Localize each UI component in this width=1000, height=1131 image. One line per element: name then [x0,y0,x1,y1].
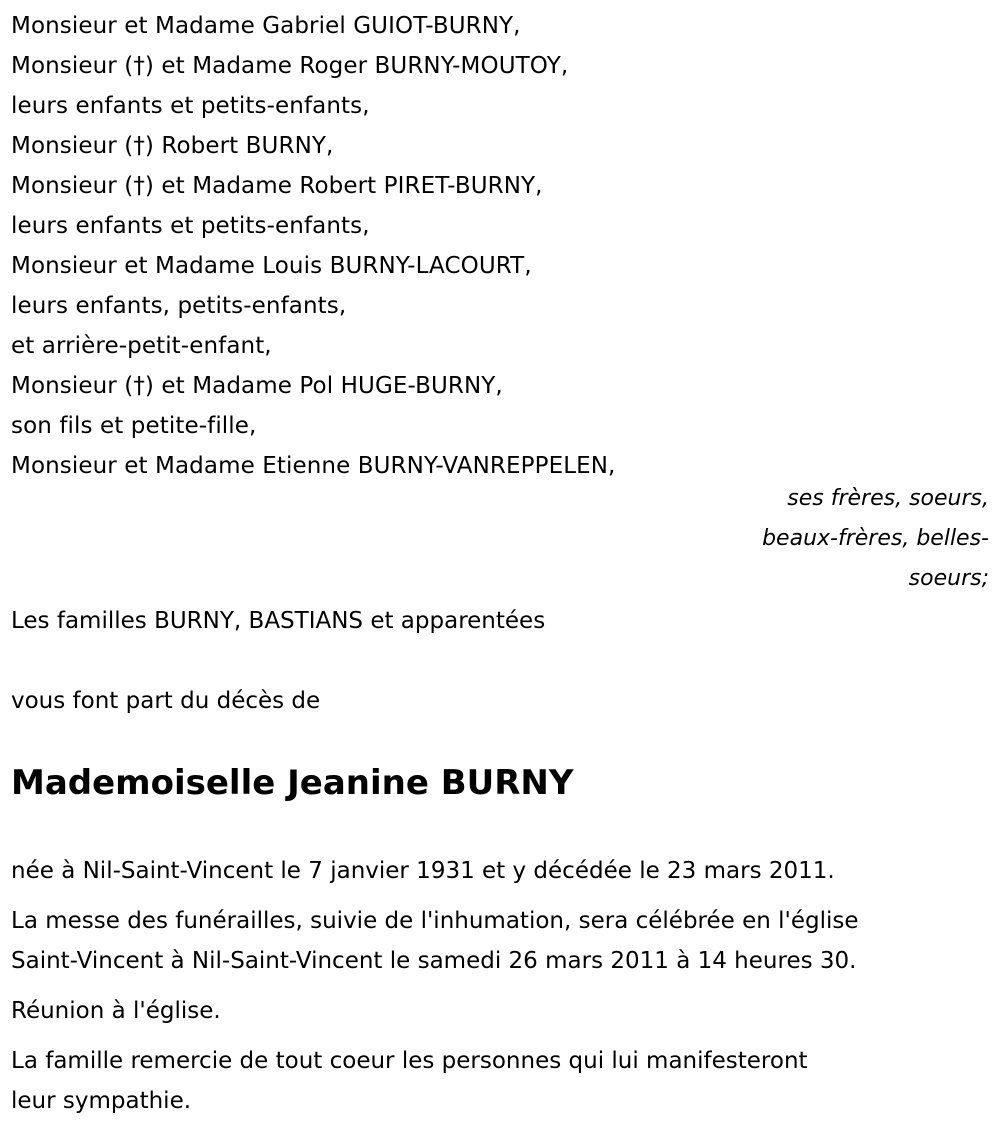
family-line: Monsieur (†) et Madame Pol HUGE-BURNY, [11,373,503,399]
relationship-line: ses frères, soeurs, [787,486,989,511]
family-line: et arrière-petit-enfant, [11,333,272,359]
funeral-line: La messe des funérailles, suivie de l'inhumation, sera célébrée en l'église [11,908,859,934]
relationship-note [11,479,989,599]
family-line: Monsieur et Madame Gabriel GUIOT-BURNY, [11,13,521,39]
thanks-text [11,1041,989,1121]
birth-death-text: née à Nil-Saint-Vincent le 7 janvier 1931 et y décédée le 23 mars 2011. [11,858,835,884]
family-line: leurs enfants et petits-enfants, [11,213,370,239]
families-line: Les familles BURNY, BASTIANS et apparentées [11,608,546,634]
family-line: son fils et petite-fille, [11,413,257,439]
family-line: Monsieur (†) et Madame Roger BURNY-MOUTOY, [11,53,569,79]
deceased-name: Mademoiselle Jeanine BURNY [11,763,574,803]
family-line: Monsieur (†) et Madame Robert PIRET-BURNY, [11,173,543,199]
family-list [11,0,989,486]
thanks-line: leur sympathie. [11,1088,192,1114]
death-notice [11,0,989,1131]
family-line: Monsieur et Madame Etienne BURNY-VANREPPELEN, [11,453,616,479]
relationship-line: beaux-frères, belles- [762,526,989,551]
family-line: Monsieur (†) Robert BURNY, [11,133,334,159]
relationship-line: soeurs; [908,566,989,591]
notice-details [11,851,989,1121]
announcement-text: vous font part du décès de [11,688,321,714]
family-line: leurs enfants et petits-enfants, [11,93,370,119]
funeral-text [11,901,989,981]
meeting-text: Réunion à l'église. [11,998,221,1024]
thanks-line: La famille remercie de tout coeur les personnes qui lui manifesteront [11,1048,808,1074]
family-line: Monsieur et Madame Louis BURNY-LACOURT, [11,253,532,279]
funeral-line: Saint-Vincent à Nil-Saint-Vincent le samedi 26 mars 2011 à 14 heures 30. [11,948,857,974]
family-line: leurs enfants, petits-enfants, [11,293,347,319]
